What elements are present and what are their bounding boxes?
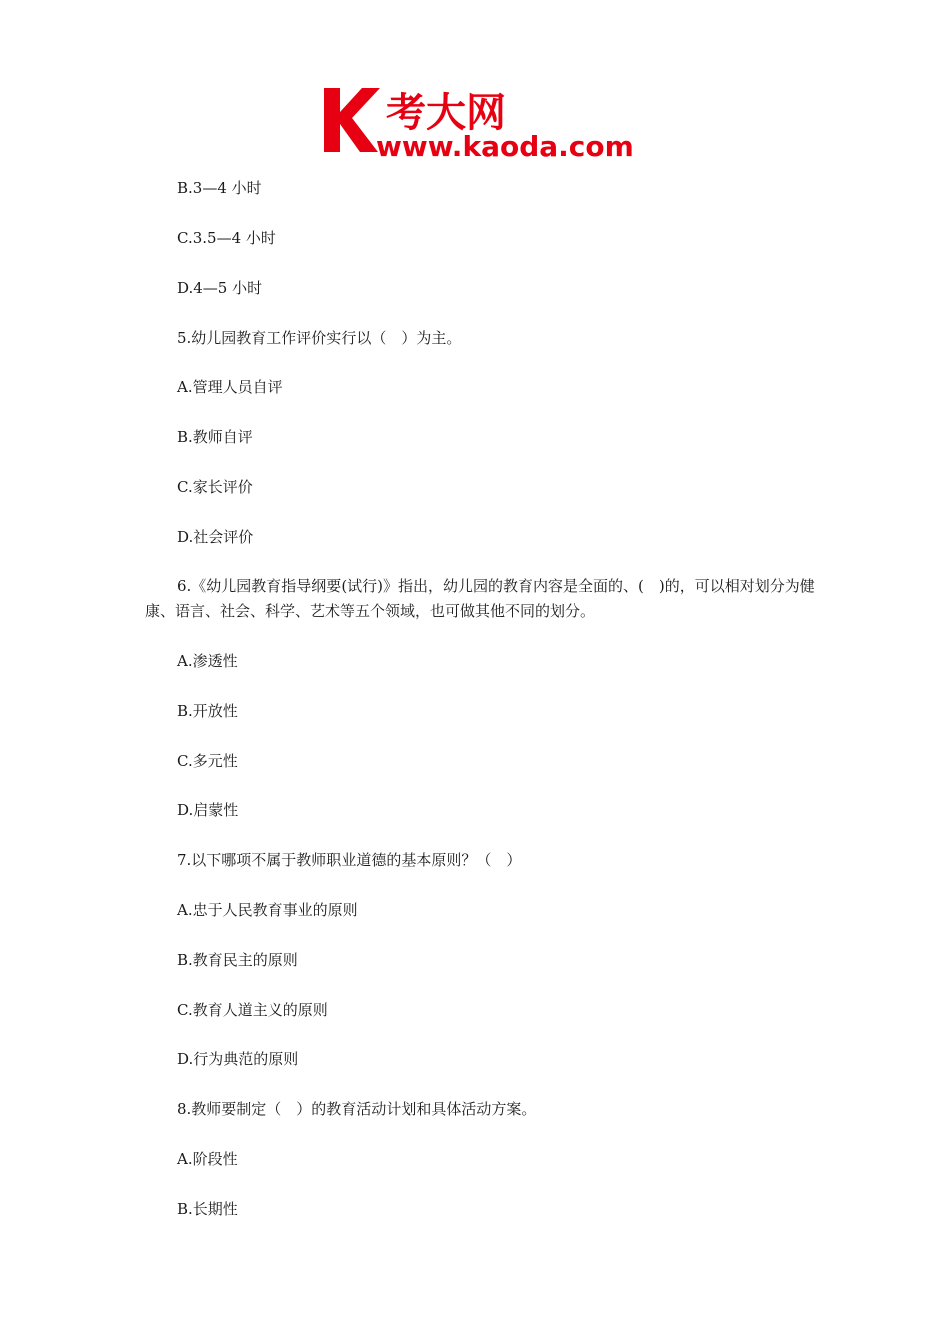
q5-option-c: C.家长评价 xyxy=(177,478,253,496)
q6-option-b: B.开放性 xyxy=(177,702,238,720)
logo-brand-text: 考大网 xyxy=(386,90,506,136)
q6-option-d: D.启蒙性 xyxy=(177,801,239,819)
question-6-text: 6.《幼儿园教育指导纲要(试行)》指出，幼儿园的教育内容是全面的、( )的，可以相对划分为健康、语言、社会、科学、艺术等五个领域，也可做其他不同的划分。 xyxy=(145,577,815,620)
q5-option-d: D.社会评价 xyxy=(177,528,254,546)
question-6 xyxy=(145,574,815,624)
option-c-hours: C.3.5—4 小时 xyxy=(177,229,276,247)
q6-option-a: A.渗透性 xyxy=(177,652,238,670)
logo-url-text: www.kaoda.com xyxy=(376,130,634,160)
q7-option-a: A.忠于人民教育事业的原则 xyxy=(177,901,358,919)
kaoda-logo xyxy=(318,82,638,160)
option-b-hours: B.3—4 小时 xyxy=(177,179,262,197)
q5-option-a: A.管理人员自评 xyxy=(177,378,283,396)
option-d-hours: D.4—5 小时 xyxy=(177,279,263,297)
question-7: 7.以下哪项不属于教师职业道德的基本原则？（ ） xyxy=(177,851,522,869)
q7-option-d: D.行为典范的原则 xyxy=(177,1050,299,1068)
q5-option-b: B.教师自评 xyxy=(177,428,253,446)
q8-option-b: B.长期性 xyxy=(177,1200,238,1218)
q6-option-c: C.多元性 xyxy=(177,752,238,770)
q8-option-a: A.阶段性 xyxy=(177,1150,238,1168)
q7-option-b: B.教育民主的原则 xyxy=(177,951,298,969)
question-5: 5.幼儿园教育工作评价实行以（ ）为主。 xyxy=(177,329,462,347)
question-8: 8.教师要制定（ ）的教育活动计划和具体活动方案。 xyxy=(177,1100,537,1118)
q7-option-c: C.教育人道主义的原则 xyxy=(177,1001,328,1019)
